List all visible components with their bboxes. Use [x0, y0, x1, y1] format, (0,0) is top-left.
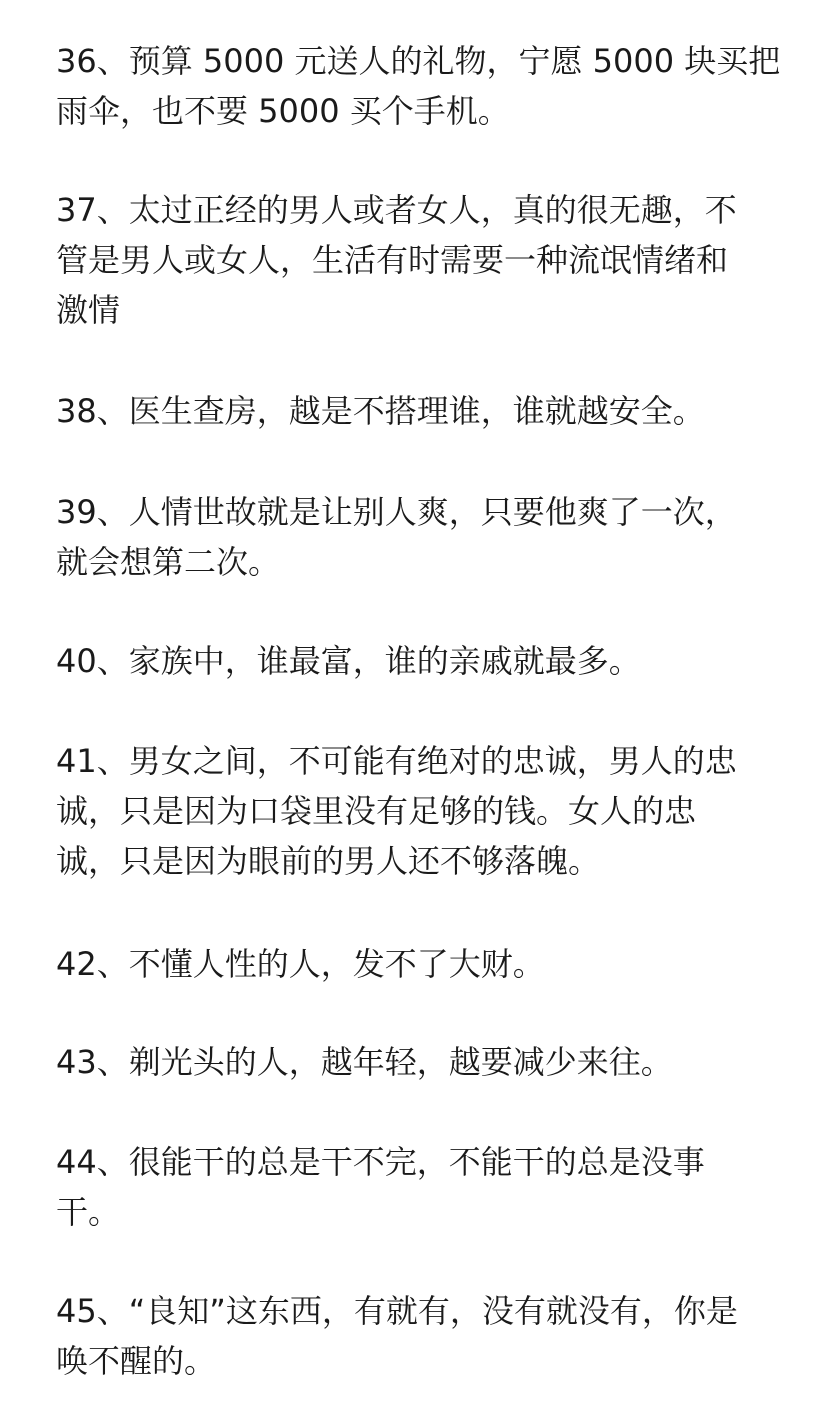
text-line: 44、很能干的总是干不完，不能干的总是没事 — [56, 1143, 705, 1181]
list-item-44 — [56, 1137, 772, 1237]
list-item-45 — [56, 1286, 772, 1386]
list-item-36 — [56, 36, 781, 136]
text-line: 39、人情世故就是让别人爽，只要他爽了一次， — [56, 493, 737, 531]
list-item-43 — [56, 1037, 772, 1087]
text-line: 45、“良知”这东西，有就有，没有就没有，你是 — [56, 1292, 738, 1330]
text-line: 诚，只是因为眼前的男人还不够落魄。 — [56, 842, 601, 880]
text-line: 激情 — [56, 291, 121, 329]
list-item-39 — [56, 487, 772, 587]
list-item-41 — [56, 736, 772, 886]
text-line: 38、医生查房，越是不搭理谁，谁就越安全。 — [56, 392, 705, 430]
text-line: 42、不懂人性的人，发不了大财。 — [56, 945, 545, 983]
text-line: 40、家族中，谁最富，谁的亲戚就最多。 — [56, 642, 641, 680]
text-line: 唤不醒的。 — [56, 1342, 217, 1380]
list-item-42 — [56, 939, 772, 989]
text-line: 干。 — [56, 1193, 121, 1231]
text-line: 37、太过正经的男人或者女人，真的很无趣，不 — [56, 191, 737, 229]
text-line: 36、预算 5000 元送人的礼物，宁愿 5000 块买把 — [56, 42, 781, 80]
list-item-40 — [56, 636, 772, 686]
list-item-37 — [56, 185, 772, 335]
text-line: 雨伞，也不要 5000 买个手机。 — [56, 92, 510, 130]
text-line: 就会想第二次。 — [56, 543, 281, 581]
list-item-38 — [56, 386, 772, 436]
text-line: 管是男人或女人，生活有时需要一种流氓情绪和 — [56, 241, 729, 279]
text-line: 41、男女之间，不可能有绝对的忠诚，男人的忠 — [56, 742, 737, 780]
text-line: 43、剃光头的人，越年轻，越要减少来往。 — [56, 1043, 673, 1081]
text-line: 诚，只是因为口袋里没有足够的钱。女人的忠 — [56, 792, 697, 830]
